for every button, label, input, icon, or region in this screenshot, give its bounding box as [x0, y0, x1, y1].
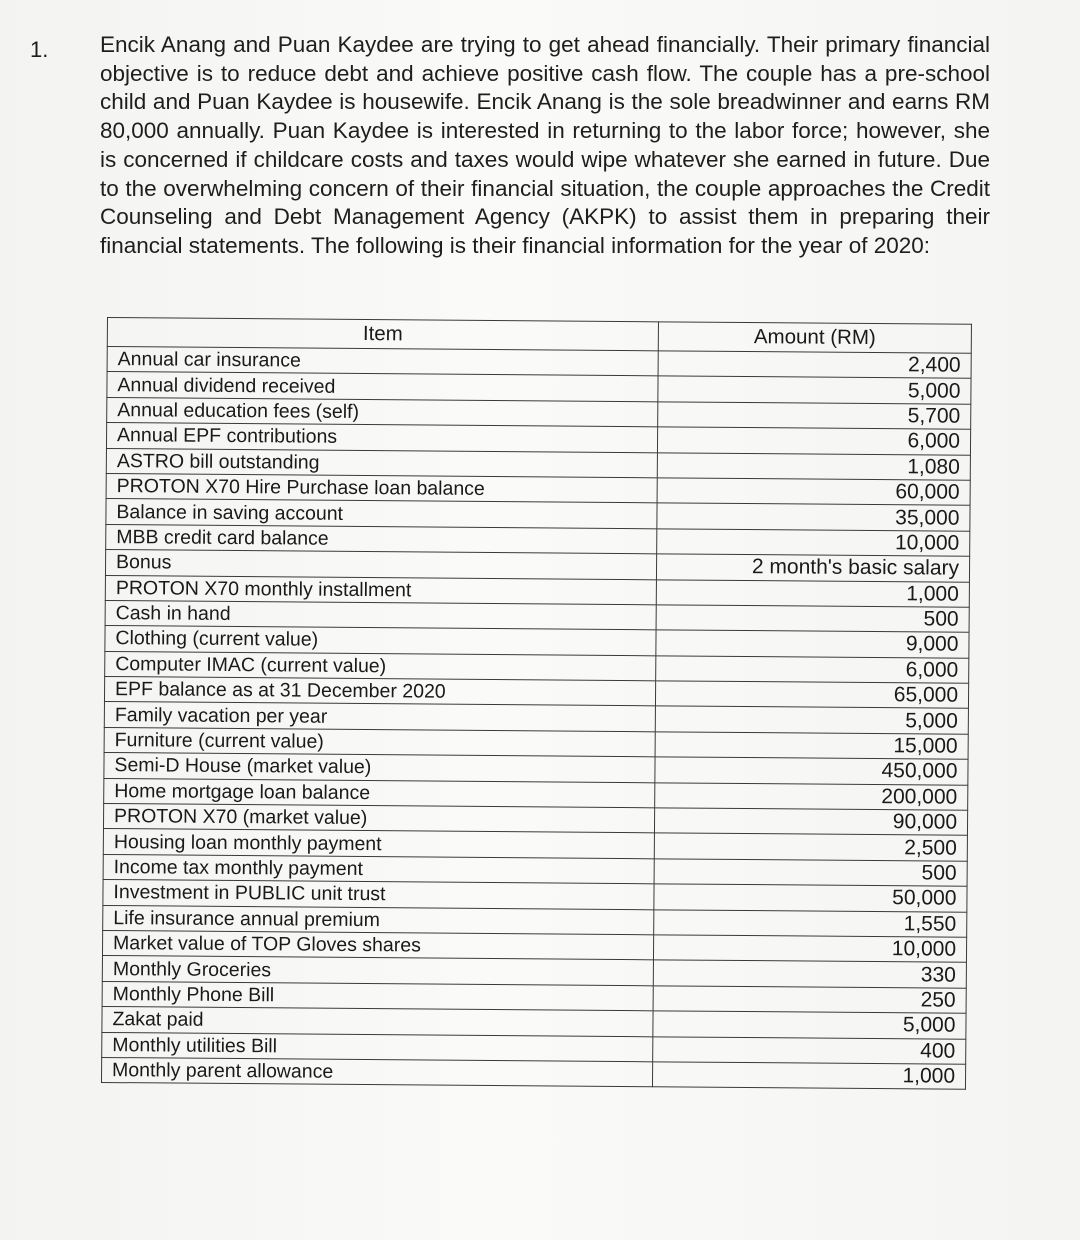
row-item-label: Market value of TOP Gloves shares [102, 930, 653, 960]
table-body [101, 347, 971, 1090]
question-paragraph: Encik Anang and Puan Kaydee are trying to get ahead financially. Their primary financial objective is to reduce debt and achieve positive cash flow. The couple has a pre-school child and Puan Kaydee is housewife. Encik Anang is the sole breadwinner and earns RM 80,000 annually. Puan Kaydee is interested in returning to the labor force; however, she is concerned if childcare costs and taxes would wipe whatever she earned in future. Due to the overwhelming concern of their financial situation, the couple approaches the Credit Counseling and Debt Management Agency (AKPK) to assist them in preparing their financial statements. The following is their financial information for the year of 2020: [100, 32, 990, 258]
row-amount-value: 6,000 [657, 427, 970, 455]
row-amount-value: 15,000 [655, 732, 968, 760]
row-item-label: Zakat paid [102, 1007, 653, 1037]
row-item-label: Annual EPF contributions [106, 423, 657, 453]
row-amount-value: 2 month's basic salary [656, 554, 969, 582]
row-item-label: Balance in saving account [106, 499, 657, 529]
item-column-header: Item [107, 318, 658, 351]
row-amount-value: 250 [653, 986, 966, 1014]
row-item-label: PROTON X70 Hire Purchase loan balance [106, 473, 657, 503]
row-amount-value: 1,080 [657, 452, 970, 480]
row-item-label: Housing loan monthly payment [103, 829, 654, 859]
row-item-label: EPF balance as at 31 December 2020 [104, 677, 655, 707]
financial-info-table [101, 317, 972, 1090]
row-amount-value: 10,000 [653, 935, 966, 963]
row-item-label: Cash in hand [105, 600, 656, 630]
row-amount-value: 2,500 [654, 833, 967, 861]
table-row [101, 1057, 965, 1089]
row-item-label: Monthly Groceries [102, 956, 653, 986]
row-item-label: MBB credit card balance [106, 524, 657, 554]
row-item-label: Annual car insurance [107, 347, 658, 377]
row-amount-value: 400 [653, 1036, 966, 1064]
row-item-label: PROTON X70 monthly installment [105, 575, 656, 605]
row-amount-value: 450,000 [655, 757, 968, 785]
row-amount-value: 5,000 [655, 706, 968, 734]
row-amount-value: 10,000 [657, 529, 970, 557]
row-item-label: Semi-D House (market value) [104, 753, 655, 783]
row-item-label: Monthly utilities Bill [102, 1032, 653, 1062]
amount-column-header: Amount (RM) [658, 322, 971, 353]
row-amount-value: 1,000 [656, 579, 969, 607]
row-item-label: Clothing (current value) [105, 626, 656, 656]
row-amount-value: 5,000 [653, 1011, 966, 1039]
row-amount-value: 6,000 [656, 656, 969, 684]
row-item-label: Monthly Phone Bill [102, 981, 653, 1011]
row-item-label: Monthly parent allowance [101, 1057, 652, 1087]
row-item-label: Annual education fees (self) [107, 397, 658, 427]
row-item-label: Computer IMAC (current value) [105, 651, 656, 681]
row-amount-value: 500 [654, 859, 967, 887]
row-amount-value: 1,000 [652, 1062, 965, 1090]
row-item-label: Investment in PUBLIC unit trust [103, 880, 654, 910]
row-amount-value: 5,700 [658, 402, 971, 430]
row-amount-value: 35,000 [657, 503, 970, 531]
row-amount-value: 330 [653, 960, 966, 988]
row-item-label: PROTON X70 (market value) [103, 804, 654, 834]
row-amount-value: 500 [656, 605, 969, 633]
row-item-label: Annual dividend received [107, 372, 658, 402]
row-amount-value: 2,400 [658, 351, 971, 379]
row-amount-value: 60,000 [657, 478, 970, 506]
row-amount-value: 65,000 [655, 681, 968, 709]
row-item-label: Life insurance annual premium [103, 905, 654, 935]
row-amount-value: 200,000 [655, 782, 968, 810]
row-amount-value: 50,000 [654, 884, 967, 912]
row-item-label: Family vacation per year [104, 702, 655, 732]
row-item-label: Furniture (current value) [104, 727, 655, 757]
row-item-label: Home mortgage loan balance [104, 778, 655, 808]
row-item-label: Bonus [105, 550, 656, 580]
row-amount-value: 90,000 [654, 808, 967, 836]
row-item-label: Income tax monthly payment [103, 854, 654, 884]
row-amount-value: 5,000 [658, 376, 971, 404]
row-item-label: ASTRO bill outstanding [106, 448, 657, 478]
question-number: 1. [30, 37, 49, 62]
row-amount-value: 1,550 [654, 909, 967, 937]
row-amount-value: 9,000 [656, 630, 969, 658]
